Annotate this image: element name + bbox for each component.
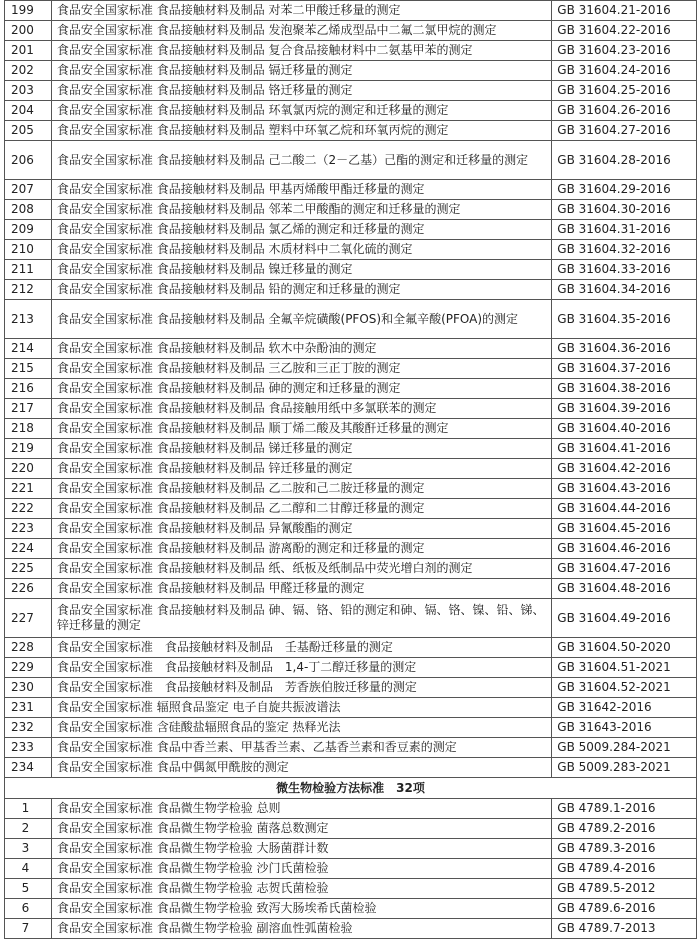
standard-code: GB 31604.35-2016 — [552, 300, 697, 339]
row-number: 207 — [5, 180, 52, 200]
standard-name: 食品安全国家标准 食品接触材料及制品 氯乙烯的测定和迁移量的测定 — [51, 220, 551, 240]
section-title: 微生物检验方法标准 32项 — [5, 778, 697, 799]
standard-name: 食品安全国家标准 辐照食品鉴定 电子自旋共振波谱法 — [51, 698, 551, 718]
standard-code: GB 31604.29-2016 — [552, 180, 697, 200]
standard-name: 食品安全国家标准 食品接触材料及制品 铬迁移量的测定 — [51, 81, 551, 101]
standard-name: 食品安全国家标准 食品微生物学检验 大肠菌群计数 — [51, 839, 551, 859]
standard-name: 食品安全国家标准 食品接触材料及制品 游离酚的测定和迁移量的测定 — [51, 539, 551, 559]
standard-code: GB 31604.49-2016 — [552, 599, 697, 638]
row-number: 199 — [5, 1, 52, 21]
standard-code: GB 31604.41-2016 — [552, 439, 697, 459]
row-number: 2 — [5, 819, 52, 839]
table-row — [5, 141, 697, 180]
standard-name: 食品安全国家标准 食品接触材料及制品 锌迁移量的测定 — [51, 459, 551, 479]
table-row — [5, 579, 697, 599]
row-number: 228 — [5, 638, 52, 658]
table-row — [5, 240, 697, 260]
standard-code: GB 31604.31-2016 — [552, 220, 697, 240]
row-number: 205 — [5, 121, 52, 141]
standard-name: 食品安全国家标准 食品微生物学检验 总则 — [51, 799, 551, 819]
standard-code: GB 31604.25-2016 — [552, 81, 697, 101]
standard-name: 食品安全国家标准 食品接触材料及制品 乙二醇和二甘醇迁移量的测定 — [51, 499, 551, 519]
standard-code: GB 31604.44-2016 — [552, 499, 697, 519]
standard-code: GB 4789.7-2013 — [552, 919, 697, 939]
standard-name: 食品安全国家标准 食品接触材料及制品 异氰酸酯的测定 — [51, 519, 551, 539]
table-row — [5, 200, 697, 220]
standards-table — [4, 0, 697, 939]
table-row — [5, 479, 697, 499]
row-number: 230 — [5, 678, 52, 698]
table-row — [5, 919, 697, 939]
row-number: 216 — [5, 379, 52, 399]
standard-code: GB 31604.39-2016 — [552, 399, 697, 419]
standard-code: GB 31604.24-2016 — [552, 61, 697, 81]
standard-code: GB 4789.1-2016 — [552, 799, 697, 819]
table-row — [5, 559, 697, 579]
table-row — [5, 839, 697, 859]
standard-code: GB 31604.42-2016 — [552, 459, 697, 479]
table-row — [5, 180, 697, 200]
table-row — [5, 859, 697, 879]
table-row — [5, 678, 697, 698]
standard-name: 食品安全国家标准 食品接触材料及制品 锑迁移量的测定 — [51, 439, 551, 459]
standard-name: 食品安全国家标准 食品接触材料及制品 镉迁移量的测定 — [51, 61, 551, 81]
standard-code: GB 4789.3-2016 — [552, 839, 697, 859]
row-number: 214 — [5, 339, 52, 359]
row-number: 215 — [5, 359, 52, 379]
row-number: 3 — [5, 839, 52, 859]
standard-code: GB 31604.28-2016 — [552, 141, 697, 180]
table-row — [5, 799, 697, 819]
row-number: 5 — [5, 879, 52, 899]
standard-name: 食品安全国家标准 食品接触材料及制品 软木中杂酚油的测定 — [51, 339, 551, 359]
standard-name: 食品安全国家标准 食品微生物学检验 志贺氏菌检验 — [51, 879, 551, 899]
row-number: 219 — [5, 439, 52, 459]
table-row — [5, 599, 697, 638]
standard-code: GB 4789.5-2012 — [552, 879, 697, 899]
row-number: 225 — [5, 559, 52, 579]
row-number: 231 — [5, 698, 52, 718]
row-number: 229 — [5, 658, 52, 678]
standard-code: GB 31604.27-2016 — [552, 121, 697, 141]
table-row — [5, 21, 697, 41]
standard-code: GB 4789.4-2016 — [552, 859, 697, 879]
row-number: 201 — [5, 41, 52, 61]
standard-code: GB 31604.48-2016 — [552, 579, 697, 599]
standard-code: GB 31604.36-2016 — [552, 339, 697, 359]
row-number: 209 — [5, 220, 52, 240]
table-row — [5, 718, 697, 738]
row-number: 222 — [5, 499, 52, 519]
row-number: 212 — [5, 280, 52, 300]
row-number: 204 — [5, 101, 52, 121]
section-header-row — [5, 778, 697, 799]
standard-name: 食品安全国家标准 食品微生物学检验 副溶血性弧菌检验 — [51, 919, 551, 939]
standard-code: GB 31604.23-2016 — [552, 41, 697, 61]
table-row — [5, 379, 697, 399]
standard-name: 食品安全国家标准 食品接触材料及制品 发泡聚苯乙烯成型品中二氟二氯甲烷的测定 — [51, 21, 551, 41]
table-row — [5, 519, 697, 539]
standard-name: 食品安全国家标准 食品接触材料及制品 塑料中环氧乙烷和环氧丙烷的测定 — [51, 121, 551, 141]
standard-code: GB 31643-2016 — [552, 718, 697, 738]
table-row — [5, 260, 697, 280]
row-number: 203 — [5, 81, 52, 101]
table-row — [5, 658, 697, 678]
standard-name: 食品安全国家标准 食品接触材料及制品 顺丁烯二酸及其酸酐迁移量的测定 — [51, 419, 551, 439]
row-number: 200 — [5, 21, 52, 41]
standard-name: 食品安全国家标准 食品接触材料及制品 1,4-丁二醇迁移量的测定 — [51, 658, 551, 678]
standard-name: 食品安全国家标准 食品接触材料及制品 食品接触用纸中多氯联苯的测定 — [51, 399, 551, 419]
table-row — [5, 499, 697, 519]
standard-code: GB 31604.43-2016 — [552, 479, 697, 499]
standard-code: GB 4789.6-2016 — [552, 899, 697, 919]
row-number: 233 — [5, 738, 52, 758]
table-row — [5, 819, 697, 839]
standard-name: 食品安全国家标准 食品微生物学检验 致泻大肠埃希氏菌检验 — [51, 899, 551, 919]
table-row — [5, 1, 697, 21]
standard-name: 食品安全国家标准 食品接触材料及制品 砷的测定和迁移量的测定 — [51, 379, 551, 399]
standard-code: GB 31604.45-2016 — [552, 519, 697, 539]
table-row — [5, 698, 697, 718]
row-number: 217 — [5, 399, 52, 419]
standard-code: GB 5009.284-2021 — [552, 738, 697, 758]
standard-code: GB 31604.33-2016 — [552, 260, 697, 280]
table-row — [5, 419, 697, 439]
standard-name: 食品安全国家标准 食品接触材料及制品 壬基酚迁移量的测定 — [51, 638, 551, 658]
standard-name: 食品安全国家标准 食品微生物学检验 菌落总数测定 — [51, 819, 551, 839]
standard-name: 食品安全国家标准 食品接触材料及制品 对苯二甲酸迁移量的测定 — [51, 1, 551, 21]
standard-code: GB 31604.38-2016 — [552, 379, 697, 399]
standard-code: GB 31604.46-2016 — [552, 539, 697, 559]
table-row — [5, 101, 697, 121]
table-row — [5, 339, 697, 359]
standard-name: 食品安全国家标准 食品接触材料及制品 复合食品接触材料中二氨基甲苯的测定 — [51, 41, 551, 61]
row-number: 7 — [5, 919, 52, 939]
table-row — [5, 899, 697, 919]
table-row — [5, 280, 697, 300]
standard-name: 食品安全国家标准 食品接触材料及制品 环氧氯丙烷的测定和迁移量的测定 — [51, 101, 551, 121]
table-row — [5, 439, 697, 459]
standard-code: GB 31604.50-2020 — [552, 638, 697, 658]
row-number: 211 — [5, 260, 52, 280]
table-row — [5, 61, 697, 81]
standard-name: 食品安全国家标准 食品接触材料及制品 己二酸二（2－乙基）己酯的测定和迁移量的测定 — [51, 141, 551, 180]
row-number: 4 — [5, 859, 52, 879]
table-row — [5, 879, 697, 899]
row-number: 232 — [5, 718, 52, 738]
standard-code: GB 31604.52-2021 — [552, 678, 697, 698]
standard-name: 食品安全国家标准 食品接触材料及制品 三乙胺和三正丁胺的测定 — [51, 359, 551, 379]
standard-code: GB 31604.30-2016 — [552, 200, 697, 220]
standards-table-body — [5, 1, 697, 939]
row-number: 226 — [5, 579, 52, 599]
table-row — [5, 300, 697, 339]
table-row — [5, 738, 697, 758]
row-number: 224 — [5, 539, 52, 559]
standard-name: 食品安全国家标准 食品接触材料及制品 邻苯二甲酸酯的测定和迁移量的测定 — [51, 200, 551, 220]
table-row — [5, 539, 697, 559]
table-row — [5, 121, 697, 141]
standard-name: 食品安全国家标准 食品接触材料及制品 镍迁移量的测定 — [51, 260, 551, 280]
table-row — [5, 758, 697, 778]
standard-code: GB 31604.40-2016 — [552, 419, 697, 439]
row-number: 206 — [5, 141, 52, 180]
row-number: 213 — [5, 300, 52, 339]
standard-name: 食品安全国家标准 食品接触材料及制品 乙二胺和己二胺迁移量的测定 — [51, 479, 551, 499]
standard-name: 食品安全国家标准 食品接触材料及制品 砷、镉、铬、铅的测定和砷、镉、铬、镍、铅、锑、锌迁移量的测定 — [51, 599, 551, 638]
row-number: 1 — [5, 799, 52, 819]
row-number: 210 — [5, 240, 52, 260]
row-number: 234 — [5, 758, 52, 778]
standard-name: 食品安全国家标准 食品接触材料及制品 全氟辛烷磺酸(PFOS)和全氟辛酸(PFOA)的测定 — [51, 300, 551, 339]
standard-name: 食品安全国家标准 食品微生物学检验 沙门氏菌检验 — [51, 859, 551, 879]
standard-name: 食品安全国家标准 食品接触材料及制品 芳香族伯胺迁移量的测定 — [51, 678, 551, 698]
standard-code: GB 31604.22-2016 — [552, 21, 697, 41]
table-row — [5, 638, 697, 658]
standard-name: 食品安全国家标准 食品接触材料及制品 铅的测定和迁移量的测定 — [51, 280, 551, 300]
table-row — [5, 359, 697, 379]
standard-name: 食品安全国家标准 食品接触材料及制品 木质材料中二氧化硫的测定 — [51, 240, 551, 260]
row-number: 218 — [5, 419, 52, 439]
row-number: 227 — [5, 599, 52, 638]
standard-name: 食品安全国家标准 食品中偶氮甲酰胺的测定 — [51, 758, 551, 778]
table-row — [5, 41, 697, 61]
standard-code: GB 5009.283-2021 — [552, 758, 697, 778]
standard-code: GB 31604.34-2016 — [552, 280, 697, 300]
table-row — [5, 399, 697, 419]
row-number: 202 — [5, 61, 52, 81]
standard-name: 食品安全国家标准 食品接触材料及制品 纸、纸板及纸制品中荧光增白剂的测定 — [51, 559, 551, 579]
standard-name: 食品安全国家标准 食品接触材料及制品 甲醛迁移量的测定 — [51, 579, 551, 599]
standard-code: GB 4789.2-2016 — [552, 819, 697, 839]
table-row — [5, 220, 697, 240]
row-number: 6 — [5, 899, 52, 919]
standard-code: GB 31604.32-2016 — [552, 240, 697, 260]
standard-code: GB 31604.21-2016 — [552, 1, 697, 21]
standard-code: GB 31604.37-2016 — [552, 359, 697, 379]
standard-code: GB 31604.26-2016 — [552, 101, 697, 121]
standard-name: 食品安全国家标准 食品中香兰素、甲基香兰素、乙基香兰素和香豆素的测定 — [51, 738, 551, 758]
standard-code: GB 31604.51-2021 — [552, 658, 697, 678]
standard-code: GB 31642-2016 — [552, 698, 697, 718]
standard-code: GB 31604.47-2016 — [552, 559, 697, 579]
row-number: 208 — [5, 200, 52, 220]
row-number: 223 — [5, 519, 52, 539]
row-number: 221 — [5, 479, 52, 499]
standard-name: 食品安全国家标准 食品接触材料及制品 甲基丙烯酸甲酯迁移量的测定 — [51, 180, 551, 200]
table-row — [5, 459, 697, 479]
table-row — [5, 81, 697, 101]
row-number: 220 — [5, 459, 52, 479]
standard-name: 食品安全国家标准 含硅酸盐辐照食品的鉴定 热释光法 — [51, 718, 551, 738]
